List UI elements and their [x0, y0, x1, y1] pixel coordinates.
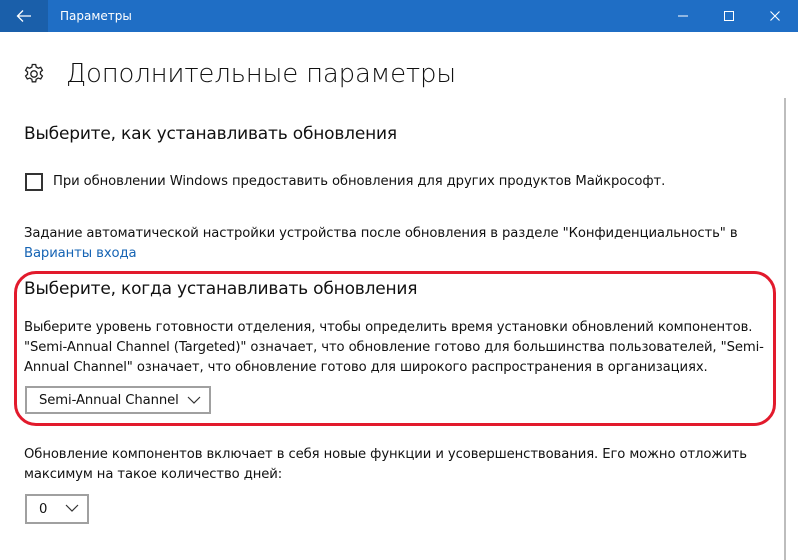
install-section-heading: Выберите, как устанавливать обновления: [24, 124, 397, 144]
other-products-checkbox[interactable]: [25, 173, 43, 191]
close-icon: [769, 10, 781, 22]
defer-days-dropdown[interactable]: [25, 494, 89, 524]
close-button[interactable]: [752, 0, 798, 32]
branch-readiness-description-line1: Выберите уровень готовности отделения, чтобы определить время установки обновлений компонентов.: [24, 320, 753, 335]
privacy-text: Задание автоматической настройки устройства после обновления в разделе "Конфиденциальность" в: [24, 226, 738, 241]
page-header: [22, 56, 46, 92]
sign-in-options-link[interactable]: Варианты входа: [24, 246, 137, 261]
branch-readiness-description-line2: "Semi-Annual Channel (Targeted)" означает, что обновление готово для большинства пользователей, "Semi-: [24, 340, 764, 355]
back-arrow-icon: [16, 9, 32, 23]
branch-readiness-description-line3: Annual Channel" означает, что обновление готово для широкого распространения в организациях.: [24, 360, 708, 375]
feature-update-defer-text-line1: Обновление компонентов включает в себя новые функции и усовершенствования. Его можно отложить: [24, 447, 747, 462]
maximize-button[interactable]: [706, 0, 752, 32]
chevron-down-icon: [65, 503, 79, 513]
back-button[interactable]: [0, 0, 48, 32]
title-bar: [0, 0, 798, 32]
other-products-checkbox-label[interactable]: При обновлении Windows предоставить обновления для других продуктов Майкрософт.: [53, 174, 666, 189]
branch-readiness-dropdown[interactable]: [25, 386, 211, 414]
maximize-icon: [723, 10, 735, 22]
minimize-icon: [677, 10, 689, 22]
chevron-down-icon: [187, 395, 201, 405]
branch-readiness-value: Semi-Annual Channel: [39, 392, 179, 408]
window-title: Параметры: [60, 9, 132, 23]
when-section-heading: Выберите, когда устанавливать обновления: [24, 279, 418, 299]
gear-icon: [22, 62, 46, 86]
minimize-button[interactable]: [660, 0, 706, 32]
page-title: Дополнительные параметры: [66, 59, 456, 89]
scrollbar[interactable]: [784, 98, 786, 560]
feature-update-defer-text-line2: максимум на такое количество дней:: [24, 467, 283, 482]
defer-days-value: 0: [39, 501, 48, 517]
